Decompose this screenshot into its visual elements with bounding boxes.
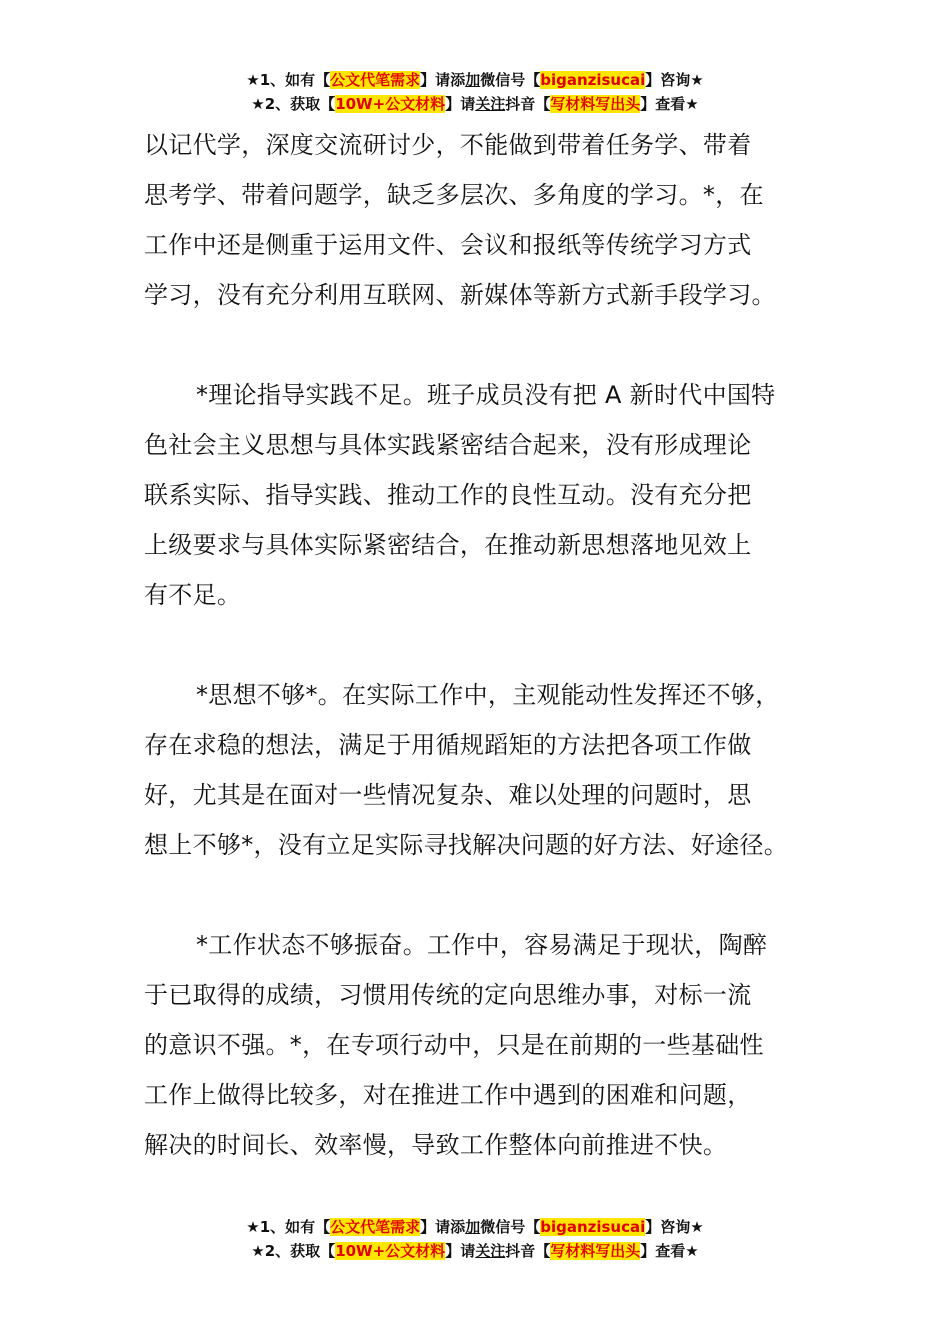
banner-line-1 [0,1215,950,1239]
text-line: 想上不够*，没有立足实际寻找解决问题的好方法、好途径。 [144,831,789,859]
banner-underline-text: 加 [465,71,481,89]
banner-line-2 [0,1239,950,1263]
banner-highlight-materials: 10W+公文材料 [335,95,446,113]
paragraph-theory-practice [144,370,834,620]
text-line: 思考学、带着问题学，缺乏多层次、多角度的学习。*，在 [144,181,764,209]
text-line: *思想不够*。在实际工作中，主观能动性发挥还不够， [196,681,780,709]
paragraph-work-state [144,920,834,1170]
banner-highlight-wechat-id: biganzisucai [540,71,646,89]
banner-line-1 [0,68,950,92]
banner-text: 】请添 [420,71,466,89]
banner-highlight-service: 公文代笔需求 [330,1218,421,1236]
banner-highlight-service: 公文代笔需求 [330,71,421,89]
banner-highlight-wechat-id: biganzisucai [540,1218,646,1236]
text-line: 于已取得的成绩，习惯用传统的定向思维办事，对标一流 [144,981,752,1009]
banner-underline-text: 关注 [475,1242,506,1260]
text-line: 有不足。 [144,581,242,609]
banner-line-2 [0,92,950,116]
banner-text: 】请 [445,95,476,113]
text-line: 的意识不强。*，在专项行动中，只是在前期的一些基础性 [144,1031,764,1059]
text-line: 上级要求与具体实际紧密结合，在推动新思想落地见效上 [144,531,752,559]
banner-highlight-douyin: 写材料写出头 [550,1242,641,1260]
banner-text: 】咨询★ [645,71,704,89]
banner-underline-text: 加 [465,1218,481,1236]
text-line: 工作上做得比较多，对在推进工作中遇到的困难和问题， [144,1081,752,1109]
banner-text: ★2、获取【 [251,95,336,113]
banner-text: 抖音【 [505,95,551,113]
text-line: 色社会主义思想与具体实践紧密结合起来，没有形成理论 [144,431,752,459]
footer-banner [0,1215,950,1263]
banner-text: 】咨询★ [645,1218,704,1236]
banner-highlight-materials: 10W+公文材料 [335,1242,446,1260]
text-line: 好，尤其是在面对一些情况复杂、难以处理的问题时，思 [144,781,752,809]
banner-underline-text: 关注 [475,95,506,113]
paragraph-continuation [144,120,834,320]
text-line: 工作中还是侧重于运用文件、会议和报纸等传统学习方式 [144,231,752,259]
banner-text: 微信号【 [480,1218,541,1236]
text-line: *理论指导实践不足。班子成员没有把 A 新时代中国特 [196,381,776,409]
banner-text: 】查看★ [640,1242,699,1260]
banner-text: ★1、如有【 [246,71,331,89]
banner-text: 】请添 [420,1218,466,1236]
document-body [144,120,834,1170]
text-line: 以记代学，深度交流研讨少，不能做到带着任务学、带着 [144,131,752,159]
text-line: *工作状态不够振奋。工作中，容易满足于现状，陶醉 [196,931,768,959]
header-banner [0,68,950,116]
text-line: 存在求稳的想法，满足于用循规蹈矩的方法把各项工作做 [144,731,752,759]
text-line: 解决的时间长、效率慢，导致工作整体向前推进不快。 [144,1131,728,1159]
banner-text: ★2、获取【 [251,1242,336,1260]
banner-text: 微信号【 [480,71,541,89]
banner-highlight-douyin: 写材料写出头 [550,95,641,113]
banner-text: 】请 [445,1242,476,1260]
text-line: 学习，没有充分利用互联网、新媒体等新方式新手段学习。 [144,281,776,309]
banner-text: 抖音【 [505,1242,551,1260]
text-line: 联系实际、指导实践、推动工作的良性互动。没有充分把 [144,481,752,509]
banner-text: ★1、如有【 [246,1218,331,1236]
paragraph-thinking [144,670,834,870]
banner-text: 】查看★ [640,95,699,113]
